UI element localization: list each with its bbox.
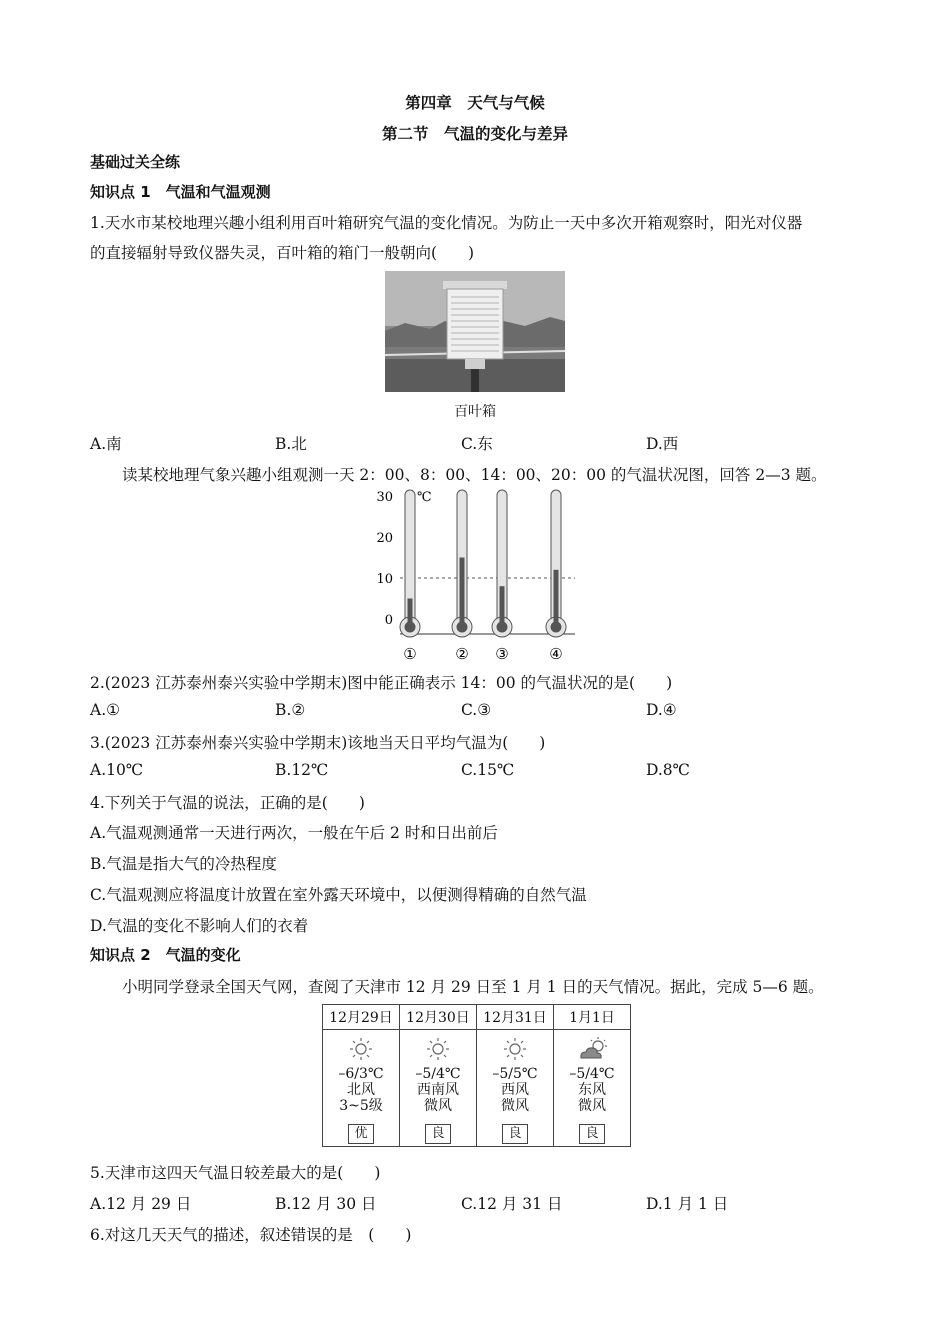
question-1-line-2: 的直接辐射导致仪器失灵，百叶箱的箱门一般朝向( ) [90, 244, 475, 262]
q2-option-c: C.③ [461, 701, 492, 719]
weather-day-4 [554, 1030, 631, 1147]
intro-questions-2-3: 读某校地理气象兴趣小组观测一天 2：00、8：00、14：00、20：00 的气温状况图，回答 2—3 题。 [122, 466, 827, 484]
weather-temp: –5/5℃ [492, 1066, 538, 1082]
weather-temp: –5/4℃ [415, 1066, 461, 1082]
intro-questions-5-6: 小明同学登录全国天气网，查阅了天津市 12 月 29 日至 1 月 1 日的天气情况。据此，完成 5—6 题。 [122, 978, 824, 996]
photo-caption: 百叶箱 [454, 404, 496, 420]
question-3-stem: 3.(2023 江苏泰州泰兴实验中学期末)该地当天日平均气温为( ) [90, 734, 546, 752]
mercury-bulb-1 [405, 622, 416, 633]
mercury-bulb-4 [551, 622, 562, 633]
weather-wind: 东风 [578, 1082, 606, 1098]
louver-box-photo [385, 271, 565, 392]
question-2-stem: 2.(2023 江苏泰州泰兴实验中学期末)图中能正确表示 14：00 的气温状况的是( ) [90, 674, 673, 692]
q2-option-b: B.② [275, 701, 306, 719]
q1-option-b: B.北 [275, 435, 307, 453]
weather-wind-level: 3~5级 [339, 1098, 383, 1114]
knowledge-point-2-heading: 知识点 2 气温的变化 [90, 946, 241, 964]
air-quality-badge: 优 [348, 1124, 374, 1144]
sun-icon [477, 1036, 553, 1062]
mercury-bulb-2 [457, 622, 468, 633]
q3-option-b: B.12℃ [275, 761, 329, 779]
q3-option-c: C.15℃ [461, 761, 515, 779]
thermometer-label-3: ③ [495, 645, 509, 663]
q4-option-c: C.气温观测应将温度计放置在室外露天环境中，以便测得精确的自然气温 [90, 886, 587, 904]
thermometer-chart [355, 482, 585, 665]
weather-date-3: 12月31日 [477, 1005, 554, 1030]
question-6-stem: 6.对这几天天气的描述，叙述错误的是 ( ) [90, 1226, 412, 1244]
weather-temp: –5/4℃ [569, 1066, 615, 1082]
thermometer-label-1: ① [403, 645, 417, 663]
thermometer-label-4: ④ [549, 645, 563, 663]
q2-option-a: A.① [90, 701, 121, 719]
tick-label-30: 30 [376, 490, 393, 505]
mercury-column-3 [500, 586, 505, 627]
air-quality-badge: 良 [425, 1124, 451, 1144]
question-4-stem: 4.下列关于气温的说法，正确的是( ) [90, 794, 365, 812]
weather-temp: –6/3℃ [338, 1066, 384, 1082]
q4-option-d: D.气温的变化不影响人们的衣着 [90, 917, 309, 935]
weather-wind: 北风 [347, 1082, 375, 1098]
sun-icon [400, 1036, 476, 1062]
sun-icon [323, 1036, 399, 1062]
chapter-title: 第四章 天气与气候 [405, 94, 545, 112]
practice-heading: 基础过关全练 [90, 153, 181, 171]
air-quality-badge: 良 [579, 1124, 605, 1144]
section-title: 第二节 气温的变化与差异 [381, 125, 568, 143]
thermometer-label-2: ② [455, 645, 469, 663]
weather-day-1 [323, 1030, 400, 1147]
mercury-bulb-3 [497, 622, 508, 633]
partly-cloudy-icon [554, 1036, 630, 1062]
q5-option-d: D.1 月 1 日 [646, 1195, 729, 1213]
weather-forecast-table [322, 1004, 631, 1147]
question-5-stem: 5.天津市这四天气温日较差最大的是( ) [90, 1164, 381, 1182]
q1-option-d: D.西 [646, 435, 679, 453]
knowledge-point-1-heading: 知识点 1 气温和气温观测 [90, 183, 271, 201]
air-quality-badge: 良 [502, 1124, 528, 1144]
mercury-column-2 [460, 558, 465, 628]
tick-label-0: 0 [384, 613, 393, 628]
unit-label: ℃ [417, 490, 432, 505]
weather-wind: 西南风 [417, 1082, 459, 1098]
q2-option-d: D.④ [646, 701, 677, 719]
tick-label-20: 20 [376, 531, 393, 546]
q1-option-c: C.东 [461, 435, 493, 453]
question-1-line-1: 1.天水市某校地理兴趣小组利用百叶箱研究气温的变化情况。为防止一天中多次开箱观察时，阳光对仪器 [90, 214, 803, 232]
weather-wind: 西风 [501, 1082, 529, 1098]
weather-wind-level: 微风 [578, 1098, 606, 1114]
q5-option-c: C.12 月 31 日 [461, 1195, 563, 1213]
q5-option-a: A.12 月 29 日 [90, 1195, 192, 1213]
weather-date-4: 1月1日 [554, 1005, 631, 1030]
weather-wind-level: 微风 [424, 1098, 452, 1114]
weather-date-1: 12月29日 [323, 1005, 400, 1030]
q5-option-b: B.12 月 30 日 [275, 1195, 377, 1213]
tick-label-10: 10 [376, 572, 393, 587]
q4-option-b: B.气温是指大气的冷热程度 [90, 855, 277, 873]
weather-day-2 [400, 1030, 477, 1147]
q3-option-a: A.10℃ [90, 761, 144, 779]
weather-wind-level: 微风 [501, 1098, 529, 1114]
weather-day-3 [477, 1030, 554, 1147]
q3-option-d: D.8℃ [646, 761, 691, 779]
mercury-column-4 [554, 570, 559, 627]
q1-option-a: A.南 [90, 435, 122, 453]
weather-date-2: 12月30日 [400, 1005, 477, 1030]
q4-option-a: A.气温观测通常一天进行两次，一般在午后 2 时和日出前后 [90, 824, 498, 842]
